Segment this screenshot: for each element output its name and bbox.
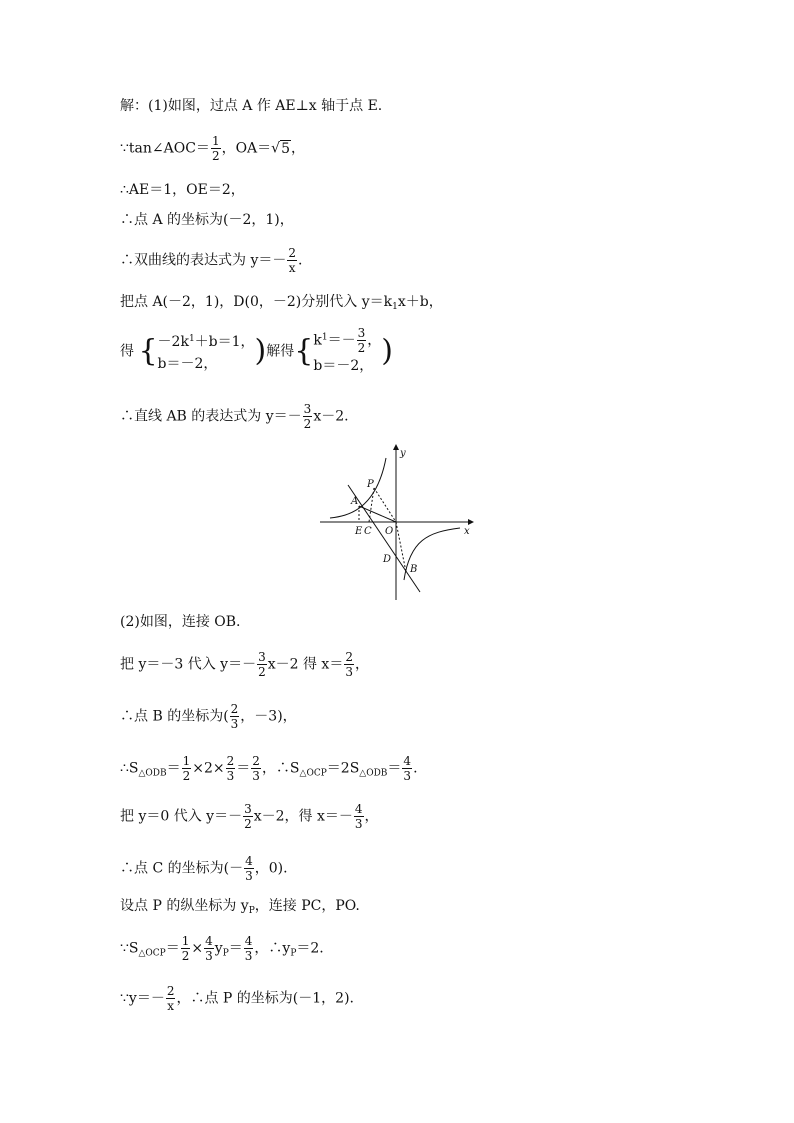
label-B: B xyxy=(410,564,418,575)
solution-line-13: 把 y＝0 代入 y＝－ $\frac{3}{2}$ x－2，得 x＝－ $\frac{4}{3}$ ， xyxy=(120,802,379,831)
solution-line-4: ∴点 A 的坐标为(－2，1)， xyxy=(120,212,294,228)
hyperbola-upper-left xyxy=(330,458,386,518)
fraction: $\frac{4}{3}$ xyxy=(245,854,253,883)
fraction: $\frac{4}{3}$ xyxy=(205,934,213,963)
fraction: $\frac{2}{3}$ xyxy=(226,754,235,783)
fraction: $\frac{2}{x}$ xyxy=(166,984,175,1013)
x-axis-arrow xyxy=(468,519,474,525)
solution-line-11: ∴点 B 的坐标为( $\frac{2}{3}$ ，－3)， xyxy=(120,702,297,731)
fraction: $\frac{2}{3}$ xyxy=(230,702,239,731)
fraction: $\frac{3}{2}$ xyxy=(357,326,366,355)
label-P: P xyxy=(367,479,374,490)
solution-line-12: $\therefore S_{\triangle ODB}=$ $\frac{1}{2}$ ×2× $\frac{2}{3}$ ＝ $\frac{2}{3}$ ，$\therefore S_{\triangle OCP}=2S_{\triangle ODB}=$ $\frac{4}{3}$ . xyxy=(120,754,418,783)
fraction: $\frac{1}{2}$ xyxy=(181,934,190,963)
solution-line-17: ∵y＝－ $\frac{2}{x}$ ，∴点 P 的坐标为(－1，2). xyxy=(120,984,354,1013)
solution-line-7: 得 {$-2k^1+b=1$， b＝－2， )解得{$k^1=-$ $\frac{3}{2}$ ， b＝－2， ) xyxy=(120,326,393,377)
segment-OA xyxy=(359,506,396,522)
solution-line-9: (2)如图，连接 OB. xyxy=(120,614,241,630)
left-brace: { xyxy=(294,333,314,369)
solution-line-5: ∴双曲线的表达式为 y＝－ $\frac{2}{x}$ . xyxy=(120,246,303,275)
fraction: $\frac{3}{2}$ xyxy=(244,802,252,831)
solution-line-16: $\because S_{\triangle OCP}=$ $\frac{1}{2}$ × $\frac{4}{3}$ $y_P=$ $\frac{4}{3}$ ，$\therefore y_P=2$. xyxy=(120,934,324,963)
solution-line-1: 解：(1)如图，过点 A 作 AE⊥x 轴于点 E. xyxy=(120,98,383,114)
fraction: $\frac{4}{3}$ xyxy=(403,754,412,783)
solution-line-15: 设点 P 的纵坐标为 $y_P$，连接 PC，PO. xyxy=(120,898,360,916)
label-C: C xyxy=(364,526,372,537)
y-axis-arrow xyxy=(393,444,399,450)
fraction: $\frac{1}{2}$ xyxy=(182,754,191,783)
y-axis-label: y xyxy=(400,448,406,459)
solution-line-14: ∴点 C 的坐标为(－ $\frac{4}{3}$ ，0). xyxy=(120,854,288,883)
fraction: $\frac{3}{2}$ xyxy=(258,650,266,679)
fraction: $\frac{4}{3}$ xyxy=(354,802,363,831)
solution-line-3: ∴AE＝1，OE＝2， xyxy=(120,182,245,198)
fraction: $\frac{1}{2}$ xyxy=(211,134,220,163)
fraction: $\frac{4}{3}$ xyxy=(244,934,253,963)
left-brace: { xyxy=(138,333,158,369)
fraction: $\frac{2}{3}$ xyxy=(345,650,353,679)
label-A: A xyxy=(351,496,359,507)
line-AB xyxy=(348,485,420,592)
solution-line-6: 把点 A(－2，1)，D(0，－2)分别代入 $y=k_1x+b$， xyxy=(120,294,443,312)
solution-line-2: ∵tan∠AOC＝ $\frac{1}{2}$ ，OA＝√5， xyxy=(120,134,306,163)
solution-line-8: ∴直线 AB 的表达式为 y＝－ $\frac{3}{2}$ x－2. xyxy=(120,402,349,431)
equation-system-2: $k^1=-$ $\frac{3}{2}$ ， b＝－2， xyxy=(313,326,382,374)
right-paren: ) xyxy=(254,333,267,369)
label-O: O xyxy=(385,526,394,537)
solution-line-10: 把 y＝－3 代入 y＝－ $\frac{3}{2}$ x－2 得 x＝ $\frac{2}{3}$ ， xyxy=(120,650,369,679)
label-E: E xyxy=(355,526,363,537)
fraction: $\frac{2}{3}$ xyxy=(252,754,260,783)
x-axis-label: x xyxy=(464,526,470,537)
segment-PC xyxy=(369,488,374,522)
fraction: $\frac{3}{2}$ xyxy=(303,402,312,431)
equation-system-1: $-2k^1+b=1$， b＝－2， xyxy=(157,334,255,372)
fraction: $\frac{2}{x}$ xyxy=(288,246,296,275)
label-D: D xyxy=(383,554,392,565)
coordinate-figure xyxy=(318,440,478,605)
right-paren: ) xyxy=(381,333,393,369)
